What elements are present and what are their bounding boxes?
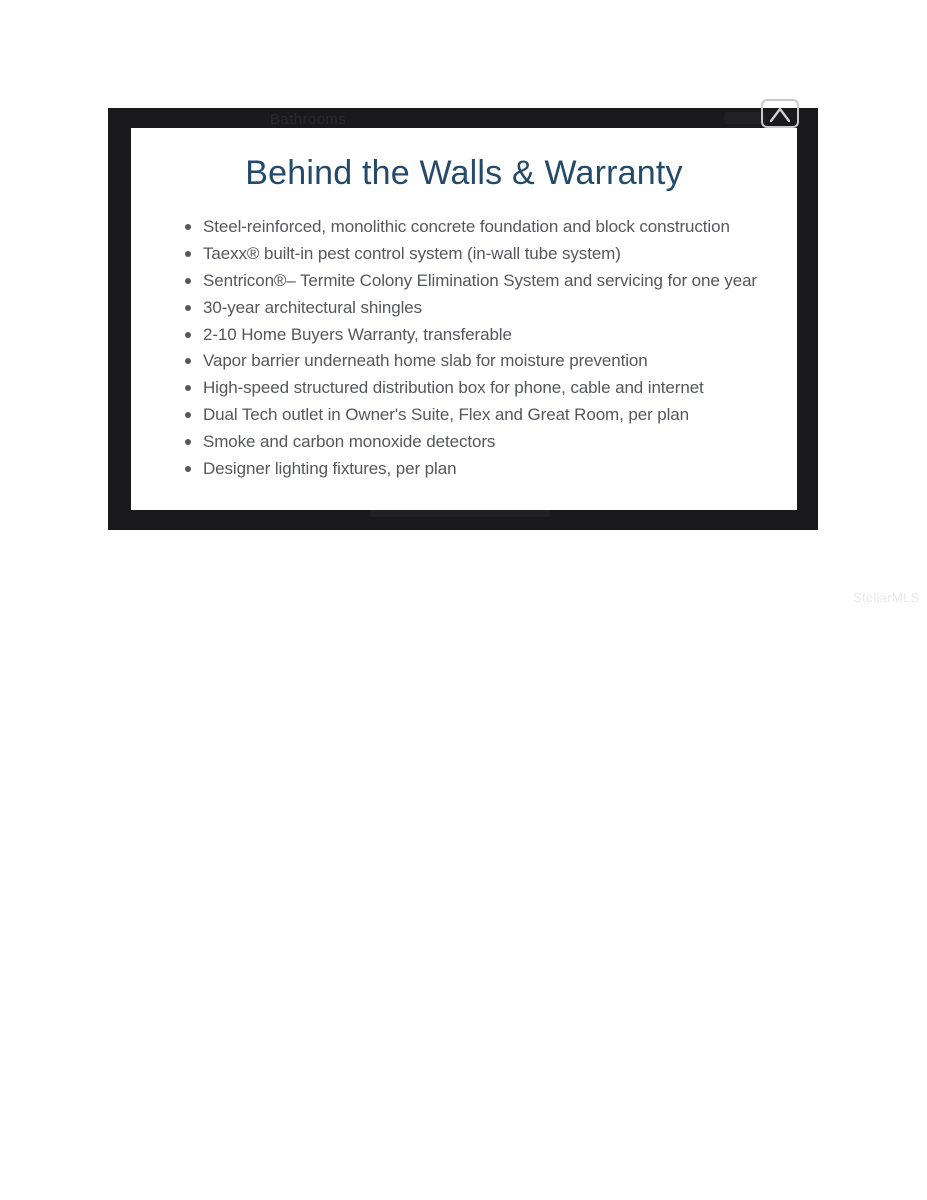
bullet-icon <box>185 466 191 472</box>
list-item-text: Smoke and carbon monoxide detectors <box>203 431 496 451</box>
bullet-icon <box>185 224 191 230</box>
obscured-background-text: Bathrooms <box>270 111 347 128</box>
bullet-icon <box>185 385 191 391</box>
lightbox-overlay <box>108 108 818 530</box>
obscured-background-smudge <box>724 112 766 124</box>
bullet-icon <box>185 358 191 364</box>
bullet-icon <box>185 439 191 445</box>
list-item-text: 2-10 Home Buyers Warranty, transferable <box>203 324 512 344</box>
bullet-icon <box>185 278 191 284</box>
close-button[interactable] <box>761 99 799 128</box>
close-icon <box>768 106 792 126</box>
list-item <box>185 428 797 455</box>
list-item-text: Dual Tech outlet in Owner's Suite, Flex and Great Room, per plan <box>203 404 690 424</box>
list-item-text: Designer lighting fixtures, per plan <box>203 458 457 478</box>
bullet-icon <box>185 412 191 418</box>
feature-list <box>131 214 797 482</box>
list-item-text: Taexx® built-in pest control system (in-wall tube system) <box>203 244 621 264</box>
list-item-text: 30-year architectural shingles <box>203 297 423 317</box>
list-item-text: Sentricon®– Termite Colony Elimination System and servicing for one year <box>203 270 757 290</box>
bullet-icon <box>185 332 191 338</box>
list-item <box>185 268 797 295</box>
list-item <box>185 348 797 375</box>
card-title: Behind the Walls & Warranty <box>245 154 683 192</box>
list-item <box>185 402 797 429</box>
bullet-icon <box>185 251 191 257</box>
list-item-text: Vapor barrier underneath home slab for moisture prevention <box>203 351 648 371</box>
list-item <box>185 241 797 268</box>
list-item-text: High-speed structured distribution box for phone, cable and internet <box>203 378 704 398</box>
obscured-background-smudge <box>370 509 550 517</box>
list-item <box>185 321 797 348</box>
feature-card <box>131 128 797 510</box>
list-item <box>185 214 797 241</box>
list-item <box>185 455 797 482</box>
bullet-icon <box>185 305 191 311</box>
list-item-text: Steel-reinforced, monolithic concrete foundation and block construction <box>203 217 730 237</box>
list-item <box>185 375 797 402</box>
stellar-mls-watermark: StellarMLS <box>853 590 920 605</box>
list-item <box>185 294 797 321</box>
